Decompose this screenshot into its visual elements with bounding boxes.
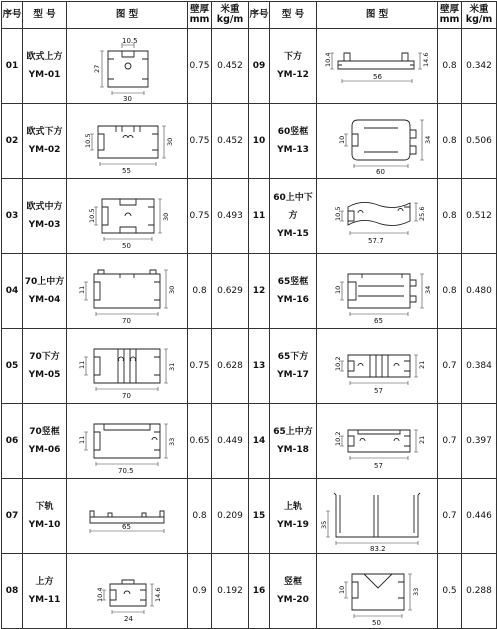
row-number: 16 (249, 554, 270, 629)
header-no-right: 序号 (249, 2, 270, 29)
thickness-value: 0.65 (188, 404, 212, 479)
header-model: 型 号 (23, 2, 67, 29)
profile-name: 上方 (35, 577, 54, 587)
dim-label: 55 (122, 167, 131, 175)
row-number: 13 (249, 329, 270, 404)
profile-drawing (318, 481, 436, 551)
model-code: YM-03 (28, 220, 61, 230)
weight-value: 0.342 (462, 29, 497, 104)
model-cell (270, 479, 317, 554)
model-cell (23, 254, 67, 329)
dim-label: 57 (374, 387, 383, 395)
profile-name: 欧式上方 (26, 52, 63, 62)
thickness-value: 0.8 (438, 254, 462, 329)
profile-drawing (68, 481, 186, 551)
dim-label: 33 (168, 437, 176, 446)
drawing-cell (317, 254, 438, 329)
model-cell (270, 179, 317, 254)
model-code: YM-04 (28, 295, 61, 305)
row-number: 10 (249, 104, 270, 179)
model-cell (270, 329, 317, 404)
profile-drawing (68, 256, 186, 326)
weight-value: 0.288 (462, 554, 497, 629)
dim-label: 56 (373, 73, 382, 81)
dim-label: 10.4 (324, 52, 332, 67)
thickness-value: 0.8 (438, 179, 462, 254)
profile-name: 上轨 (283, 502, 302, 512)
model-cell (270, 554, 317, 629)
header-no: 序号 (2, 2, 23, 29)
row-number: 03 (2, 179, 23, 254)
row-number: 01 (2, 29, 23, 104)
thickness-value: 0.75 (188, 29, 212, 104)
dim-label: 30 (123, 95, 132, 101)
dim-label: 10.5 (88, 208, 96, 223)
header-drawing-right: 图 型 (317, 2, 438, 29)
drawing-cell (317, 29, 438, 104)
drawing-cell (317, 554, 438, 629)
row-number: 12 (249, 254, 270, 329)
row-number: 08 (2, 554, 23, 629)
profile-name: 65竖框 (277, 277, 309, 287)
profile-drawing (318, 181, 436, 251)
model-cell (23, 404, 67, 479)
header-row (2, 2, 497, 29)
weight-value: 0.629 (212, 254, 249, 329)
model-cell (23, 479, 67, 554)
thickness-value: 0.75 (188, 104, 212, 179)
row-number: 09 (249, 29, 270, 104)
model-code: YM-11 (28, 595, 61, 605)
table-row (2, 104, 497, 179)
profile-drawing (318, 331, 436, 401)
dim-label: 70 (122, 392, 131, 400)
dim-label: 34 (424, 135, 432, 144)
model-code: YM-10 (28, 520, 61, 530)
profile-drawing (318, 256, 436, 326)
profile-name: 60竖框 (277, 127, 309, 137)
profile-name: 65上中方 (273, 427, 313, 437)
row-number: 07 (2, 479, 23, 554)
dim-label: 35 (320, 520, 328, 529)
profile-drawing (318, 406, 436, 476)
header-weight-right: 米重 kg/m (462, 2, 497, 29)
thickness-value: 0.9 (188, 554, 212, 629)
dim-label: 10.5 (122, 37, 138, 45)
row-number: 14 (249, 404, 270, 479)
weight-value: 0.452 (212, 104, 249, 179)
profile-drawing (68, 331, 186, 401)
model-code: YM-15 (277, 229, 309, 239)
profile-name: 70下方 (29, 352, 60, 362)
model-code: YM-02 (28, 145, 61, 155)
model-cell (23, 329, 67, 404)
dim-label: 70 (122, 317, 131, 325)
drawing-cell (317, 329, 438, 404)
table-row (2, 29, 497, 104)
dim-label: 30 (168, 285, 176, 294)
dim-label: 34 (424, 285, 432, 294)
profile-name: 70竖框 (29, 427, 60, 437)
dim-label: 10.5 (334, 206, 342, 221)
dim-label: 30 (166, 137, 174, 146)
header-model-right: 型 号 (270, 2, 317, 29)
model-code: YM-19 (277, 520, 309, 530)
row-number: 02 (2, 104, 23, 179)
drawing-cell (67, 104, 188, 179)
drawing-cell (67, 329, 188, 404)
weight-value: 0.449 (212, 404, 249, 479)
thickness-value: 0.75 (188, 329, 212, 404)
profile-spec-table (1, 1, 497, 629)
model-cell (270, 404, 317, 479)
table-row (2, 479, 497, 554)
dim-label: 14.6 (422, 52, 430, 67)
weight-value: 0.397 (462, 404, 497, 479)
profile-drawing (68, 556, 186, 626)
dim-label: 11 (78, 435, 86, 444)
drawing-cell (67, 29, 188, 104)
row-number: 04 (2, 254, 23, 329)
dim-label: 83.2 (370, 545, 386, 551)
weight-value: 0.506 (462, 104, 497, 179)
dim-label: 27 (93, 64, 101, 73)
dim-label: 60 (376, 168, 385, 176)
row-number: 11 (249, 179, 270, 254)
thickness-value: 0.8 (188, 254, 212, 329)
weight-value: 0.192 (212, 554, 249, 629)
dim-label: 21 (418, 360, 426, 369)
dim-label: 10.5 (84, 133, 92, 148)
profile-drawing (318, 31, 436, 101)
model-code: YM-17 (277, 370, 309, 380)
drawing-cell (317, 479, 438, 554)
model-code: YM-05 (28, 370, 61, 380)
dim-label: 21 (418, 435, 426, 444)
weight-value: 0.493 (212, 179, 249, 254)
profile-drawing (68, 406, 186, 476)
row-number: 05 (2, 329, 23, 404)
model-cell (23, 179, 67, 254)
dim-label: 10 (338, 585, 346, 594)
dim-label: 65 (122, 523, 131, 531)
drawing-cell (67, 554, 188, 629)
dim-label: 30 (162, 212, 170, 221)
drawing-cell (317, 104, 438, 179)
model-code: YM-16 (277, 295, 309, 305)
dim-label: 50 (372, 619, 381, 626)
model-code: YM-12 (277, 70, 309, 80)
model-cell (270, 29, 317, 104)
thickness-value: 0.8 (188, 479, 212, 554)
model-cell (270, 254, 317, 329)
model-code: YM-06 (28, 445, 61, 455)
dim-label: 25.6 (418, 206, 426, 221)
thickness-value: 0.8 (438, 29, 462, 104)
profile-drawing (318, 556, 436, 626)
model-code: YM-20 (277, 595, 309, 605)
table-row (2, 179, 497, 254)
dim-label: 11 (78, 285, 86, 294)
dim-label: 10 (334, 285, 342, 294)
profile-name: 欧式中方 (26, 202, 63, 212)
dim-label: 57 (374, 462, 383, 470)
model-cell (23, 29, 67, 104)
drawing-cell (67, 179, 188, 254)
weight-value: 0.512 (462, 179, 497, 254)
model-cell (23, 104, 67, 179)
profile-name: 70上中方 (24, 277, 65, 287)
model-code: YM-13 (277, 145, 309, 155)
header-thickness-right: 壁厚 mm (438, 2, 462, 29)
row-number: 06 (2, 404, 23, 479)
dim-label: 24 (124, 615, 133, 623)
table-row (2, 329, 497, 404)
dim-label: 33 (412, 587, 420, 596)
dim-label: 31 (168, 362, 176, 371)
profile-name: 下方 (283, 52, 302, 62)
profile-spec-sheet (1, 1, 496, 625)
weight-value: 0.446 (462, 479, 497, 554)
thickness-value: 0.8 (438, 104, 462, 179)
row-number: 15 (249, 479, 270, 554)
header-weight: 米重 kg/m (212, 2, 249, 29)
weight-value: 0.384 (462, 329, 497, 404)
profile-name: 下轨 (35, 502, 54, 512)
profile-drawing (68, 181, 186, 251)
drawing-cell (317, 404, 438, 479)
dim-label: 57.7 (368, 237, 384, 245)
model-code: YM-01 (28, 70, 61, 80)
weight-value: 0.628 (212, 329, 249, 404)
dim-label: 11 (78, 360, 86, 369)
thickness-value: 0.7 (438, 329, 462, 404)
profile-name: 60上中下方 (273, 193, 313, 221)
profile-drawing (318, 106, 436, 176)
dim-label: 10 (338, 135, 346, 144)
dim-label: 70.5 (118, 467, 134, 475)
profile-name: 65下方 (277, 352, 309, 362)
dim-label: 10.2 (334, 356, 342, 371)
thickness-value: 0.7 (438, 479, 462, 554)
table-row (2, 404, 497, 479)
dim-label: 50 (122, 242, 131, 250)
profile-drawing (68, 31, 186, 101)
header-drawing: 图 型 (67, 2, 188, 29)
model-cell (270, 104, 317, 179)
weight-value: 0.209 (212, 479, 249, 554)
table-row (2, 254, 497, 329)
drawing-cell (67, 404, 188, 479)
weight-value: 0.480 (462, 254, 497, 329)
drawing-cell (67, 479, 188, 554)
dim-label: 14.6 (154, 587, 162, 602)
drawing-cell (67, 254, 188, 329)
table-row (2, 554, 497, 629)
dim-label: 10.2 (334, 431, 342, 446)
model-code: YM-18 (277, 445, 309, 455)
profile-drawing (68, 106, 186, 176)
drawing-cell (317, 179, 438, 254)
model-cell (23, 554, 67, 629)
profile-name: 欧式下方 (26, 127, 63, 137)
thickness-value: 0.75 (188, 179, 212, 254)
header-thickness: 壁厚 mm (188, 2, 212, 29)
weight-value: 0.452 (212, 29, 249, 104)
thickness-value: 0.5 (438, 554, 462, 629)
dim-label: 65 (374, 317, 383, 325)
profile-name: 竖框 (283, 577, 302, 587)
thickness-value: 0.7 (438, 404, 462, 479)
dim-label: 10.4 (96, 587, 104, 602)
